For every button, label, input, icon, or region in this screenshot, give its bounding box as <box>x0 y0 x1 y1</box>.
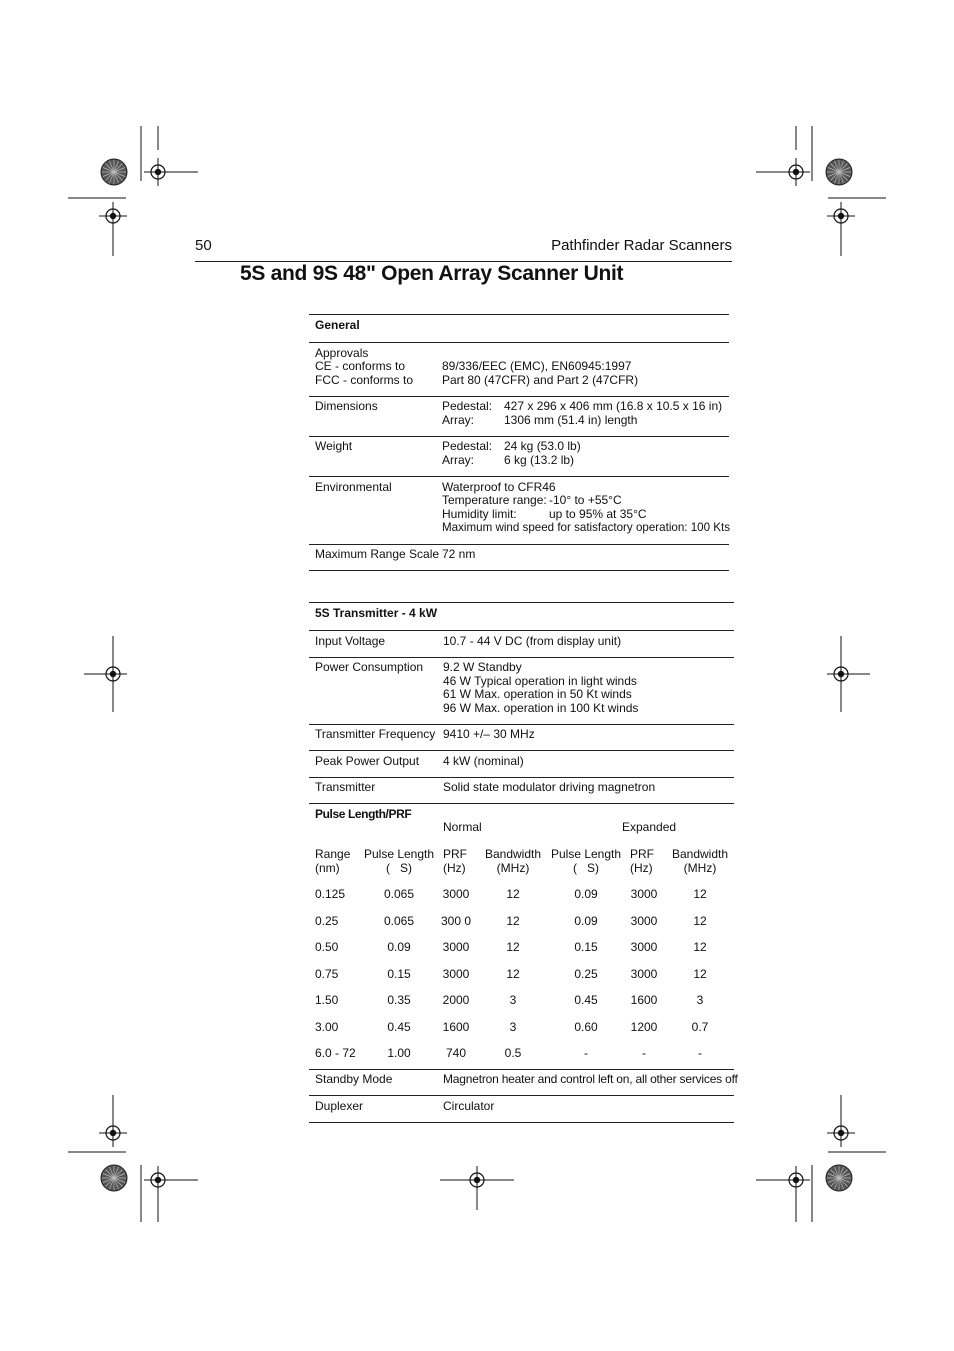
table-cell: 0.45 <box>387 1019 411 1034</box>
power-line: 96 W Max. operation in 100 Kt winds <box>443 701 639 715</box>
col-header-line: (Hz) <box>443 860 466 875</box>
standby-label: Standby Mode <box>315 1072 393 1086</box>
col-header-expanded-bandwidth <box>669 848 731 875</box>
table-cell: 0.35 <box>387 993 411 1007</box>
table-cell: 3.00 <box>315 1019 339 1034</box>
table-cell: 3 <box>509 1019 517 1034</box>
table-cell: 0.065 <box>383 913 415 928</box>
table-cell: 1600 <box>442 1019 470 1034</box>
table-rule <box>309 396 729 397</box>
table-cell: 0.25 <box>315 913 339 928</box>
env-temp-label: Temperature range: <box>442 493 547 507</box>
table-rule <box>309 602 734 603</box>
col-header-line: (nm) <box>315 860 340 875</box>
table-cell: 1.50 <box>315 993 339 1007</box>
table-cell: 12 <box>693 887 707 901</box>
duplexer-label: Duplexer <box>315 1099 364 1113</box>
col-header-line: Bandwidth <box>484 847 542 861</box>
table-cell: 740 <box>445 1046 467 1060</box>
table-cell: 300 0 <box>440 913 472 928</box>
freq-value: 9410 +/– 30 MHz <box>443 727 535 741</box>
table-cell: 3000 <box>442 966 470 981</box>
col-header-range <box>315 848 350 875</box>
col-header-line: Range <box>315 847 351 861</box>
col-header-line: PRF <box>443 847 467 861</box>
table-cell: 0.15 <box>574 940 598 954</box>
ce-value: 89/336/EEC (EMC), EN60945:1997 <box>442 359 632 373</box>
table-cell: 0.09 <box>574 887 598 901</box>
table-cell: 12 <box>506 966 520 981</box>
normal-label: Normal <box>443 820 482 834</box>
table-cell: 12 <box>693 966 707 981</box>
dim-array-value: 1306 mm (51.4 in) length <box>504 413 638 427</box>
table-cell: 0.60 <box>574 1019 598 1034</box>
table-cell: 2000 <box>442 993 470 1007</box>
col-header-line: (MHz) <box>496 860 530 875</box>
dim-pedestal-label: Pedestal: <box>442 399 493 413</box>
table-cell: 12 <box>693 913 707 928</box>
col-header-line: Bandwidth <box>671 847 729 861</box>
col-header-line: ( S) <box>386 860 412 875</box>
approvals-label: Approvals <box>315 346 369 360</box>
env-humidity-label: Humidity limit: <box>442 507 517 521</box>
env-humidity-value: up to 95% at 35°C <box>549 507 647 521</box>
col-header-line: Pulse Length <box>363 847 435 861</box>
env-waterproof: Waterproof to CFR46 <box>442 480 556 494</box>
dimensions-label: Dimensions <box>315 399 378 413</box>
peak-power-value: 4 kW (nominal) <box>443 754 524 768</box>
table-cell: - <box>698 1046 702 1060</box>
table-cell: 0.5 <box>504 1046 522 1060</box>
env-wind: Maximum wind speed for satisfactory operation: 100 Kts <box>442 521 731 534</box>
table-rule <box>309 314 729 315</box>
transmitter-value: Solid state modulator driving magnetron <box>443 780 656 794</box>
peak-power-label: Peak Power Output <box>315 754 420 768</box>
power-label: Power Consumption <box>315 660 424 674</box>
table-cell: 3000 <box>630 887 658 901</box>
table-rule <box>309 724 734 725</box>
table-cell: 6.0 - 72 <box>315 1046 356 1060</box>
table-cell: 0.15 <box>387 966 411 981</box>
duplexer-value: Circulator <box>443 1099 495 1113</box>
table-cell: 0.25 <box>574 966 598 981</box>
table-rule <box>309 630 734 631</box>
dim-array-label: Array: <box>442 413 475 427</box>
weight-pedestal-value: 24 kg (53.0 lb) <box>504 439 581 453</box>
table-cell: 12 <box>506 913 520 928</box>
table-cell: 0.7 <box>691 1019 709 1034</box>
pulse-heading: Pulse Length/PRF <box>315 807 412 821</box>
power-line: 9.2 W Standby <box>443 660 522 674</box>
power-line: 46 W Typical operation in light winds <box>443 674 637 688</box>
max-range-label: Maximum Range Scale <box>315 547 440 561</box>
page-title: 5S and 9S 48" Open Array Scanner Unit <box>240 262 624 285</box>
table-cell: 0.45 <box>574 993 598 1007</box>
col-header-line: PRF <box>630 847 654 861</box>
col-header-expanded-pulse <box>550 848 622 875</box>
col-header-line: Pulse Length <box>550 847 622 861</box>
col-header-line: (MHz) <box>683 860 717 875</box>
table-rule <box>309 476 729 477</box>
col-header-expanded-prf <box>630 848 654 875</box>
max-range-value: 72 nm <box>442 547 476 561</box>
table-cell: 0.75 <box>315 966 339 981</box>
table-cell: 1200 <box>630 1019 658 1034</box>
fcc-label: FCC - conforms to <box>315 373 414 387</box>
page-number: 50 <box>195 237 212 254</box>
table-rule <box>309 1122 734 1123</box>
fcc-value: Part 80 (47CFR) and Part 2 (47CFR) <box>442 373 639 387</box>
table-cell: 3 <box>509 993 517 1007</box>
table-rule <box>309 1095 734 1096</box>
table-cell: 0.125 <box>315 887 346 901</box>
freq-label: Transmitter Frequency <box>315 727 436 741</box>
col-header-normal-prf <box>443 848 467 875</box>
table-rule <box>309 544 729 545</box>
power-line: 61 W Max. operation in 50 Kt winds <box>443 687 632 701</box>
col-header-line: (Hz) <box>630 860 653 875</box>
weight-array-value: 6 kg (13.2 lb) <box>504 453 575 467</box>
transmitter-heading: 5S Transmitter - 4 kW <box>315 606 438 620</box>
table-rule <box>309 570 729 571</box>
table-cell: 1.00 <box>387 1046 411 1060</box>
table-cell: 0.50 <box>315 940 339 954</box>
table-cell: - <box>584 1046 588 1060</box>
transmitter-label: Transmitter <box>315 780 376 794</box>
running-title: Pathfinder Radar Scanners <box>551 237 732 254</box>
input-voltage-label: Input Voltage <box>315 634 386 648</box>
environmental-label: Environmental <box>315 480 392 494</box>
table-rule <box>309 342 729 343</box>
weight-pedestal-label: Pedestal: <box>442 439 493 453</box>
table-cell: 3000 <box>630 913 658 928</box>
table-rule <box>309 1069 734 1070</box>
env-temp-value: -10° to +55°C <box>549 493 622 507</box>
table-rule <box>309 777 734 778</box>
dim-pedestal-value: 427 x 296 x 406 mm (16.8 x 10.5 x 16 in) <box>504 399 723 413</box>
table-cell: 3000 <box>442 887 470 901</box>
weight-array-label: Array: <box>442 453 475 467</box>
table-cell: 3000 <box>630 966 658 981</box>
table-rule <box>309 436 729 437</box>
table-cell: 3000 <box>630 940 658 954</box>
col-header-line: ( S) <box>573 860 599 875</box>
expanded-label: Expanded <box>622 820 677 834</box>
table-cell: 3000 <box>442 940 470 954</box>
table-rule <box>309 750 734 751</box>
standby-value: Magnetron heater and control left on, all other services off <box>443 1072 738 1086</box>
table-cell: 12 <box>506 887 520 901</box>
table-cell: 12 <box>693 940 707 954</box>
table-cell: 12 <box>506 940 520 954</box>
input-voltage-value: 10.7 - 44 V DC (from display unit) <box>443 634 622 648</box>
table-cell: 0.065 <box>383 887 415 901</box>
general-heading: General <box>315 318 360 332</box>
table-rule <box>309 803 734 804</box>
ce-label: CE - conforms to <box>315 359 406 373</box>
table-cell: 3 <box>696 993 704 1007</box>
weight-label: Weight <box>315 439 353 453</box>
col-header-normal-pulse <box>362 848 436 875</box>
table-cell: 1600 <box>630 993 658 1007</box>
table-cell: - <box>642 1046 646 1060</box>
col-header-normal-bandwidth <box>482 848 544 875</box>
table-cell: 0.09 <box>574 913 598 928</box>
table-cell: 0.09 <box>387 940 411 954</box>
table-rule <box>309 657 734 658</box>
